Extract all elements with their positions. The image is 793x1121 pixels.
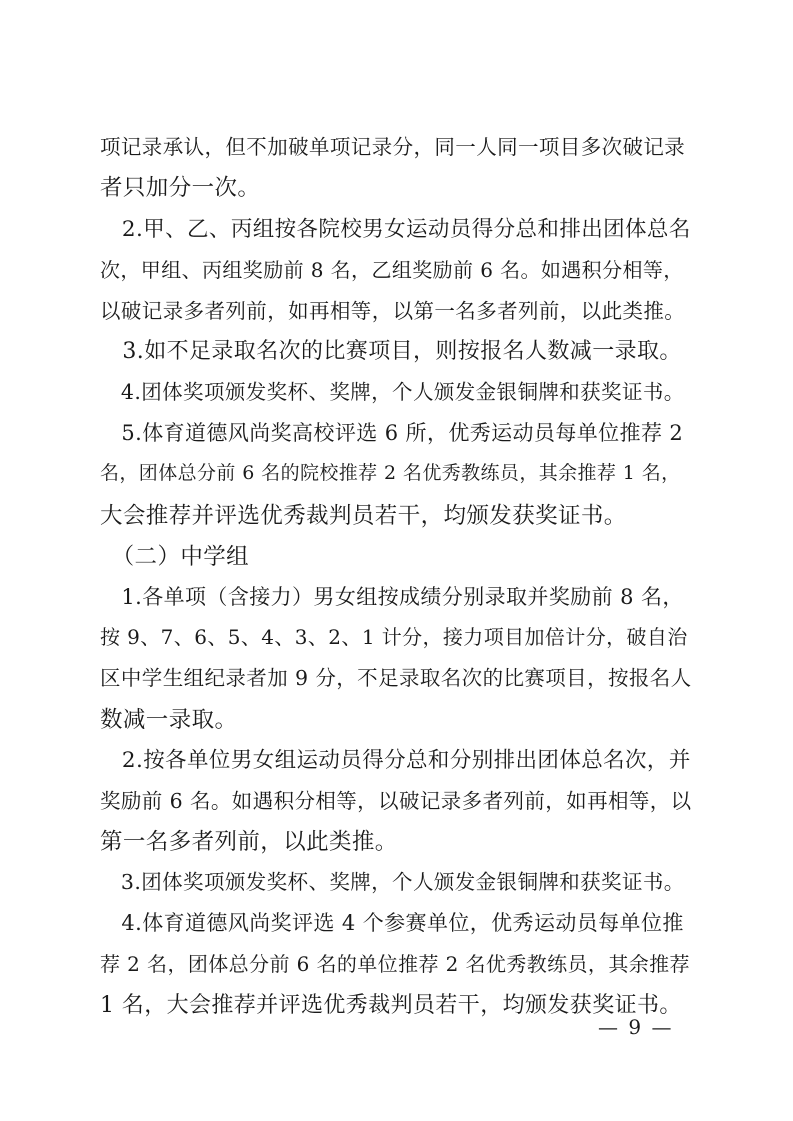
text-line: 者只加分一次。 — [100, 175, 261, 201]
text-line: 区中学生组纪录者加 9 分，不足录取名次的比赛项目，按报名人 — [100, 666, 692, 690]
text-line: 3.团体奖项颁发奖杯、奖牌，个人颁发金银铜牌和获奖证书。 — [100, 870, 685, 894]
text-line: 按 9、7、6、5、4、3、2、1 计分，接力项目加倍计分，破自治 — [100, 625, 688, 649]
text-line: 数减一录取。 — [100, 707, 238, 733]
text-line: 第一名多者列前，以此类推。 — [100, 829, 398, 855]
text-line: 以破记录多者列前，如再相等，以第一名多者列前，以此类推。 — [100, 299, 686, 323]
text-line: 3.如不足录取名次的比赛项目，则按报名人数减一录取。 — [100, 339, 682, 364]
text-line: 2.甲、乙、丙组按各院校男女运动员得分总和排出团体总名 — [100, 217, 691, 242]
section-heading: （二）中学组 — [100, 544, 250, 570]
text-line: 荐 2 名，团体总分前 6 名的单位推荐 2 名优秀教练员，其余推荐 — [100, 952, 690, 976]
text-line: 4.体育道德风尚奖评选 4 个参赛单位，优秀运动员每单位推 — [100, 911, 684, 935]
text-line: 奖励前 6 名。如遇积分相等，以破记录多者列前，如再相等，以 — [100, 789, 692, 813]
page-number: — 9 — — [598, 1015, 674, 1039]
text-line: 名，团体总分前 6 名的院校推荐 2 名优秀教练员，其余推荐 1 名， — [100, 462, 681, 484]
text-line: 次，甲组、丙组奖励前 8 名，乙组奖励前 6 名。如遇积分相等， — [100, 258, 684, 282]
text-line: 大会推荐并评选优秀裁判员若干，均颁发获奖证书。 — [100, 503, 627, 529]
text-line: 1.各单项（含接力）男女组按成绩分别录取并奖励前 8 名， — [100, 585, 684, 609]
text-line: 1 名，大会推荐并评选优秀裁判员若干，均颁发获奖证书。 — [100, 993, 682, 1018]
text-line: 4.团体奖项颁发奖杯、奖牌，个人颁发金银铜牌和获奖证书。 — [100, 380, 685, 404]
text-line: 2.按各单位男女组运动员得分总和分别排出团体总名次，并 — [100, 748, 691, 773]
text-line: 5.体育道德风尚奖高校评选 6 所，优秀运动员每单位推荐 2 — [100, 421, 684, 445]
text-line: 项记录承认，但不加破单项记录分，同一人同一项目多次破记录 — [100, 135, 686, 159]
